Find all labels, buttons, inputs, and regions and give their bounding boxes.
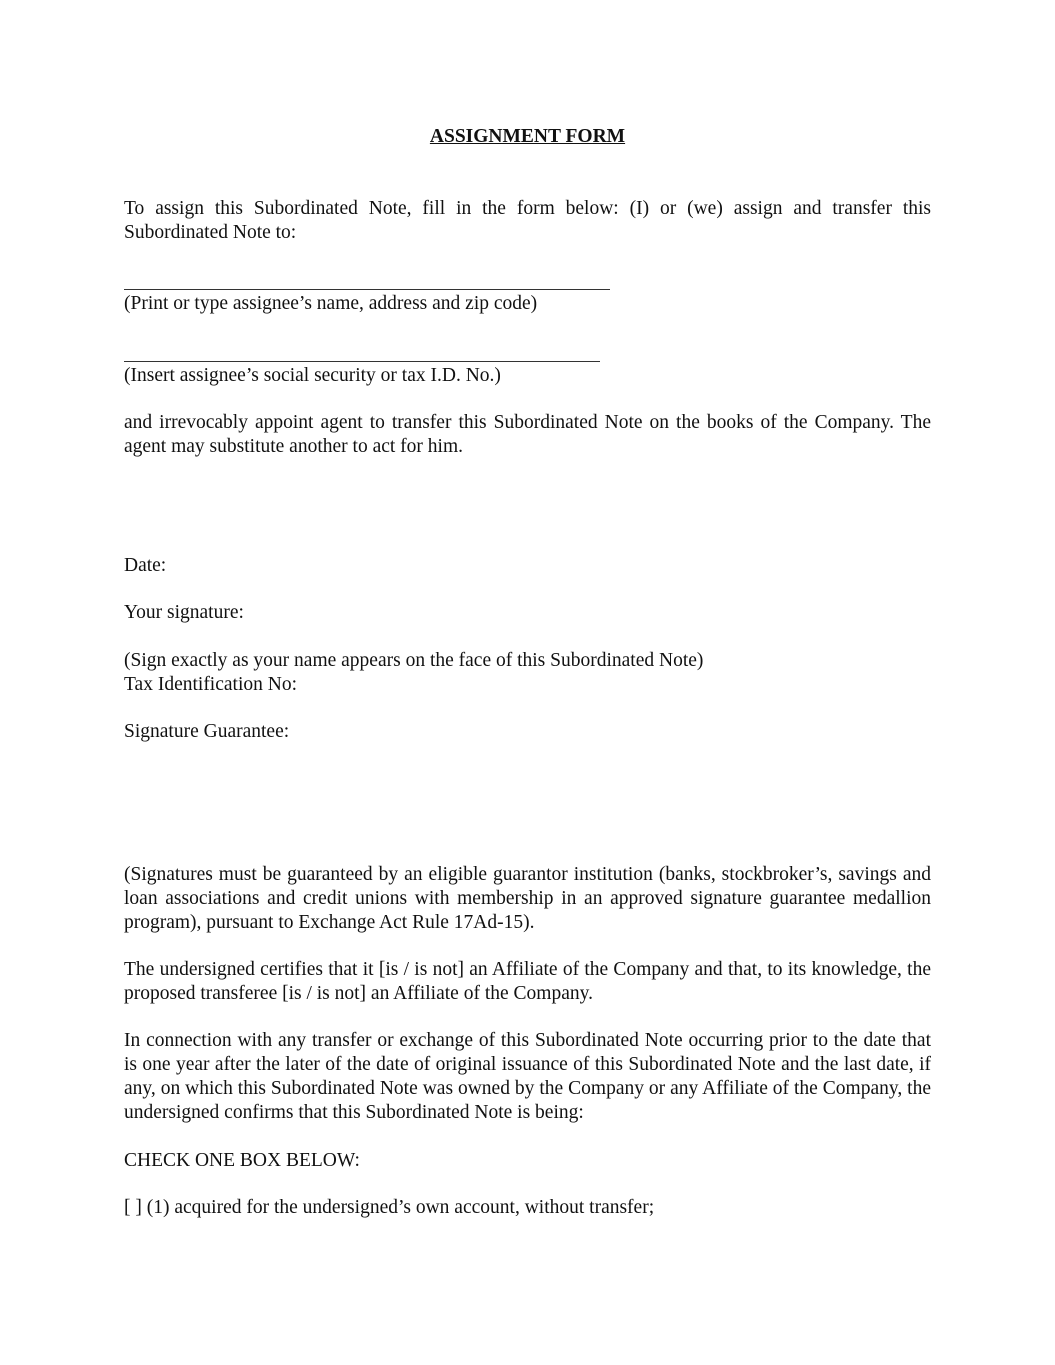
assignee-name-line[interactable] [124,289,610,290]
sign-instruction-block [124,649,931,697]
affiliate-certification-paragraph: The undersigned certifies that it [is / is not] an Affiliate of the Company and that, to its knowledge, the proposed transferee [is / is not] an Affiliate of the Company. [124,959,931,1004]
sign-instruction: (Sign exactly as your name appears on the face of this Subordinated Note) [124,650,704,671]
intro-paragraph: To assign this Subordinated Note, fill in the form below: (I) or (we) assign and transfer this Subordinated Note to: [124,198,931,243]
form-title: ASSIGNMENT FORM [429,126,626,147]
guarantee-note-paragraph: (Signatures must be guaranteed by an eligible guarantor institution (banks, stockbroker’s, savings and loan associations and credit unions with membership in an approved signature guarantee medallion program), pursuant to Exchange Act Rule 17Ad-15). [124,864,931,933]
option-own-account[interactable]: [ ] (1) acquired for the undersigned’s own account, without transfer; [124,1197,655,1218]
date-label: Date: [124,555,167,576]
appoint-agent-paragraph: and irrevocably appoint agent to transfer this Subordinated Note on the books of the Company. The agent may substitute another to act for him. [124,412,931,457]
assignee-tax-id-line[interactable] [124,361,600,362]
check-one-box-heading: CHECK ONE BOX BELOW: [124,1150,360,1171]
signature-guarantee-label: Signature Guarantee: [124,721,290,742]
tax-id-label: Tax Identification No: [124,674,297,695]
assignee-name-caption: (Print or type assignee’s name, address and zip code) [124,293,538,314]
transfer-connection-paragraph: In connection with any transfer or exchange of this Subordinated Note occurring prior to the date that is one year after the later of the date of original issuance of this Subordinated Note and the last date, if any, on which this Subordinated Note was owned by the Company or any Affiliate of the Company, the undersigned confirms that this Subordinated Note is being: [124,1030,931,1123]
signature-label: Your signature: [124,602,244,623]
assignee-tax-id-caption: (Insert assignee’s social security or tax I.D. No.) [124,365,501,386]
